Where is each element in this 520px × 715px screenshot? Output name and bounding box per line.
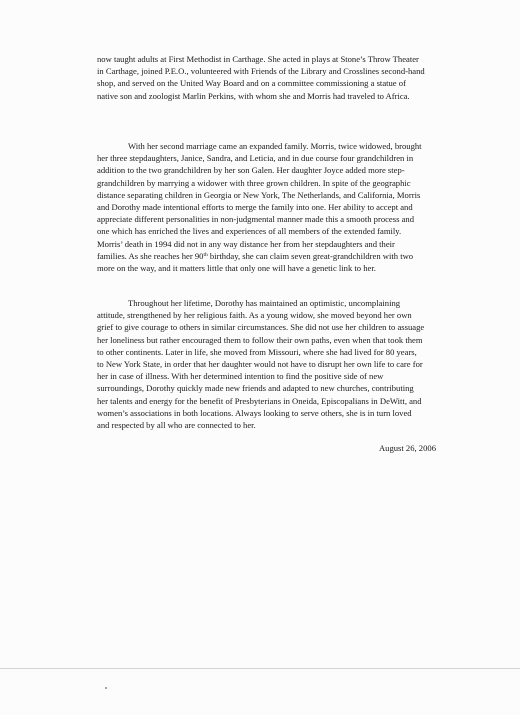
paragraph-2 xyxy=(97,140,425,274)
paragraph-3: Throughout her lifetime, Dorothy has maintained an optimistic, uncomplaining attitude, strengthened by her religious faith. As a young widow, she moved beyond her own grief to give courage to others in similar circumstances. She did not use her children to assuage her loneliness but rather encouraged them to follow their own paths, even when that took them to other continents. Later in life, she moved from Missouri, where she had lived for 80 years, to New York State, in order that her daughter would not have to disrupt her own life to care for her in case of illness. With her determined intention to find the positive side of new surroundings, Dorothy quickly made new friends and adapted to new churches, contributing her talents and energy for the benefit of Presbyterians in Oneida, Episcopalians in DeWitt, and women’s associations in both locations. Always looking to serve others, she is in turn loved and respected by all who are connected to her. xyxy=(97,298,425,431)
paragraph-2-tail: birthday, she can claim seven great-grandchildren with two more on the way, and it matters little that only one will have a genetic link to her. xyxy=(97,250,414,274)
paragraph-1: now taught adults at First Methodist in Carthage. She acted in plays at Stone’s Throw Theater in Carthage, joined P.E.O., volunteered with Friends of the Library and Crosslines second-hand shop, and served on the United Way Board and on a committee commissioning a statue of native son and zoologist Marlin Perkins, with whom she and Morris had traveled to Africa. xyxy=(97,54,425,101)
document-date: August 26, 2006 xyxy=(378,443,436,453)
paragraph-2-text: With her second marriage came an expanded family. Morris, twice widowed, brought her three stepdaughters, Janice, Sandra, and Leticia, and in due course four grandchildren in addition to the two grandchildren by her son Galen. Her daughter Joyce added more step-grandchildren by marrying a widower with three grown children. In spite of the geographic distance separating children in Georgia or New York, The Netherlands, and California, Morris and Dorothy made intentional efforts to merge the family into one. Her ability to accept and appreciate different personalities in non-judgmental manner made this a smooth process and one which has enriched the lives and experiences of all members of the extended family. Morris’ death in 1994 did not in any way distance her from her stepdaughters and their families. As she reaches her 90 xyxy=(97,141,422,261)
scan-speck xyxy=(105,687,107,689)
scan-edge-line xyxy=(0,668,520,669)
ordinal-superscript: th xyxy=(203,251,208,258)
